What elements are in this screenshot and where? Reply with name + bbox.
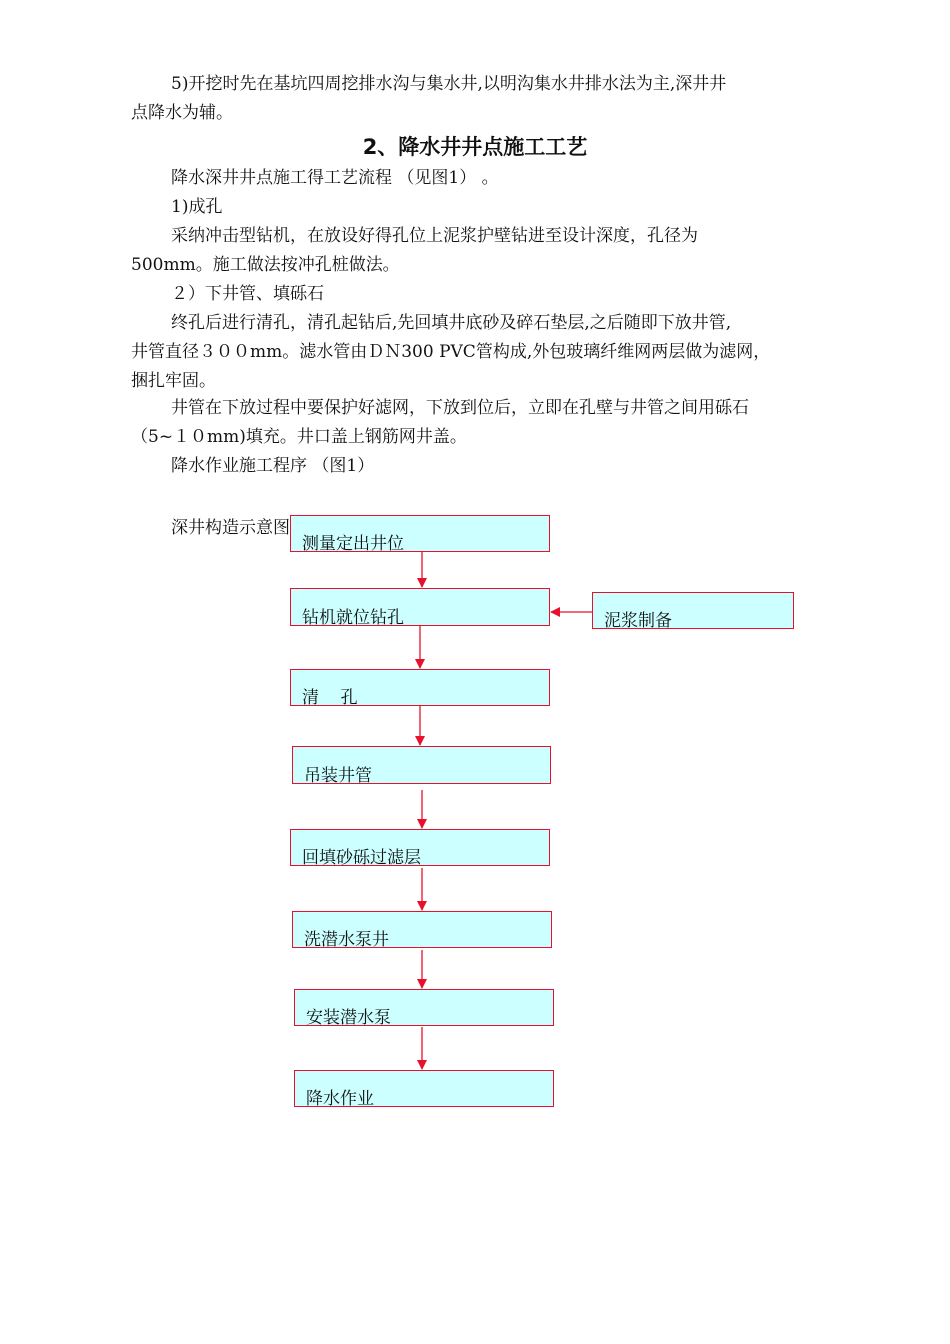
step1-title: 1)成孔 [171, 197, 223, 217]
step2-line-3: 捆扎牢固。 [131, 371, 216, 391]
step1-line-1: 采纳冲击型钻机，在放设好得孔位上泥浆护壁钻进至设计深度，孔径为 [171, 226, 698, 246]
flow-step-5 [290, 829, 550, 866]
flow-side-input [592, 592, 794, 629]
flow-step-6-label: 洗潜水泵井 [304, 930, 389, 950]
step2-line-2: 井管直径３００mm。滤水管由ＤＮ300 PVC管构成,外包玻璃纤维网两层做为滤网， [131, 342, 771, 362]
flow-step-7 [294, 989, 554, 1026]
paragraph-5-line-2: 点降水为辅。 [131, 103, 233, 123]
step2-line-5: （5~１０mm)填充。井口盖上钢筋网井盖。 [131, 427, 467, 447]
paragraph-5-line-1: 5)开挖时先在基坑四周挖排水沟与集水井,以明沟集水井排水法为主,深井井 [171, 74, 727, 94]
flow-side-input-label: 泥浆制备 [604, 611, 672, 631]
intro-text: 降水深井井点施工得工艺流程 （见图1） 。 [171, 168, 499, 188]
step1-line-2: 500mm。施工做法按冲孔桩做法。 [131, 255, 400, 275]
flow-step-1-label: 测量定出井位 [302, 534, 404, 554]
step2-line-1: 终孔后进行清孔，清孔起钻后,先回填井底砂及碎石垫层,之后随即下放井管, [171, 313, 732, 333]
step2-title: ２）下井管、填砾石 [171, 284, 324, 304]
flow-step-5-label: 回填砂砾过滤层 [302, 848, 421, 868]
flow-step-8 [294, 1070, 554, 1107]
flow-step-1 [290, 515, 550, 552]
flow-step-4 [292, 746, 551, 784]
section-heading: 2、降水井井点施工工艺 [362, 135, 588, 159]
flow-step-3 [290, 669, 550, 706]
flow-step-2 [290, 588, 550, 626]
flow-step-8-label: 降水作业 [306, 1089, 374, 1109]
flow-step-2-label: 钻机就位钻孔 [302, 608, 404, 628]
flow-step-3-label: 清 孔 [302, 688, 358, 708]
flow-step-4-label: 吊装井管 [304, 766, 372, 786]
flow-step-7-label: 安装潜水泵 [306, 1008, 391, 1028]
step2-line-4: 井管在下放过程中要保护好滤网，下放到位后，立即在孔壁与井管之间用砾石 [171, 398, 749, 418]
procedure-caption: 降水作业施工程序 （图1） [171, 456, 375, 476]
structure-caption: 深井构造示意图 [171, 518, 290, 538]
flow-step-6 [292, 911, 552, 948]
